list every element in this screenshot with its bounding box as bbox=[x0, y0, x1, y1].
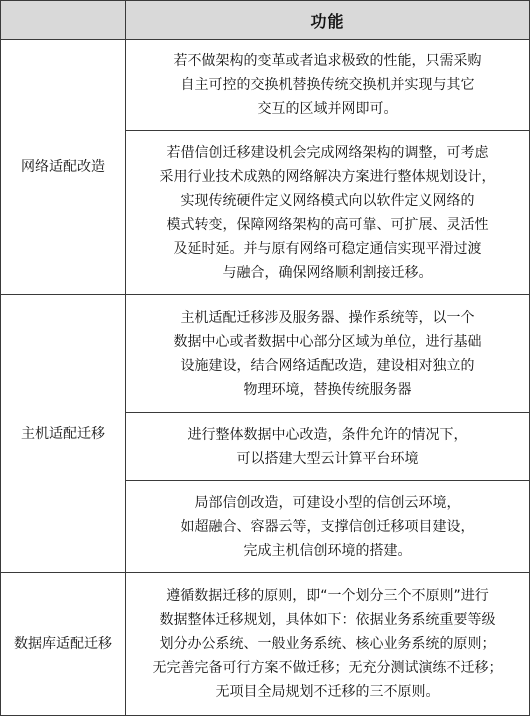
text-line: 实现传统硬件定义网络模式向以软件定义网络的 bbox=[180, 192, 475, 209]
text-line: 无项目全局规划不迁移的三不原则。 bbox=[215, 684, 440, 700]
table-row bbox=[1, 573, 530, 716]
text-line: 如超融合、容器云等，支撑信创迁移项目建设， bbox=[180, 518, 475, 535]
text-line: 遵循数据迁移的原则，即“一个划分三个不原则”进行 bbox=[166, 588, 489, 604]
text-line: 模式转变，保障网络架构的高可靠、可扩展、灵活性 bbox=[166, 216, 489, 233]
text-line: 数据整体迁移规划，具体如下：依据业务系统重要等级 bbox=[159, 612, 496, 628]
table-row bbox=[1, 40, 530, 131]
text-line: 及延时延。并与原有网络可稳定通信实现平滑过渡 bbox=[173, 240, 482, 257]
text-line: 无完善完备可行方案不做迁移；无充分测试演练不迁移； bbox=[152, 660, 503, 676]
text-line: 局部信创改造，可建设小型的信创云环境， bbox=[194, 494, 461, 511]
description-cell bbox=[126, 573, 530, 716]
table-row bbox=[1, 295, 530, 413]
table-header-row bbox=[1, 1, 530, 40]
category-network: 网络适配改造 bbox=[1, 40, 126, 295]
text-line: 与融合，确保网络顺利割接迁移。 bbox=[222, 264, 433, 281]
text-line: 若借信创迁移建设机会完成网络架构的调整，可考虑 bbox=[166, 144, 489, 161]
text-line: 完成主机信创环境的搭建。 bbox=[243, 542, 412, 559]
text-line: 设施建设，结合网络适配改造，建设相对独立的 bbox=[180, 357, 475, 374]
description-cell bbox=[126, 40, 530, 131]
text-line: 数据中心或者数据中心部分区域为单位，进行基础 bbox=[173, 333, 482, 350]
description-cell bbox=[126, 131, 530, 295]
header-blank-cell bbox=[1, 1, 126, 40]
text-line: 可以搭建大型云计算平台环境 bbox=[236, 450, 419, 467]
text-line: 采用行业技术成熟的网络解决方案进行整体规划设计， bbox=[159, 168, 496, 185]
description-cell bbox=[126, 413, 530, 481]
text-line: 若不做架构的变革或者追求极致的性能，只需采购 bbox=[173, 53, 482, 69]
text-line: 自主可控的交换机替换传统交换机并实现与其它 bbox=[180, 77, 475, 93]
text-line: 进行整体数据中心改造，条件允许的情况下， bbox=[187, 426, 468, 443]
category-host: 主机适配迁移 bbox=[1, 295, 126, 573]
description-cell bbox=[126, 295, 530, 413]
description-cell bbox=[126, 481, 530, 573]
text-line: 主机适配迁移涉及服务器、操作系统等，以一个 bbox=[180, 309, 475, 326]
text-line: 交互的区域并网即可。 bbox=[257, 101, 398, 117]
text-line: 划分办公系统、一般业务系统、核心业务系统的原则； bbox=[159, 636, 496, 652]
category-database: 数据库适配迁移 bbox=[1, 573, 126, 716]
text-line: 物理环境，替换传统服务器 bbox=[243, 381, 412, 398]
header-title: 功能 bbox=[126, 1, 530, 40]
